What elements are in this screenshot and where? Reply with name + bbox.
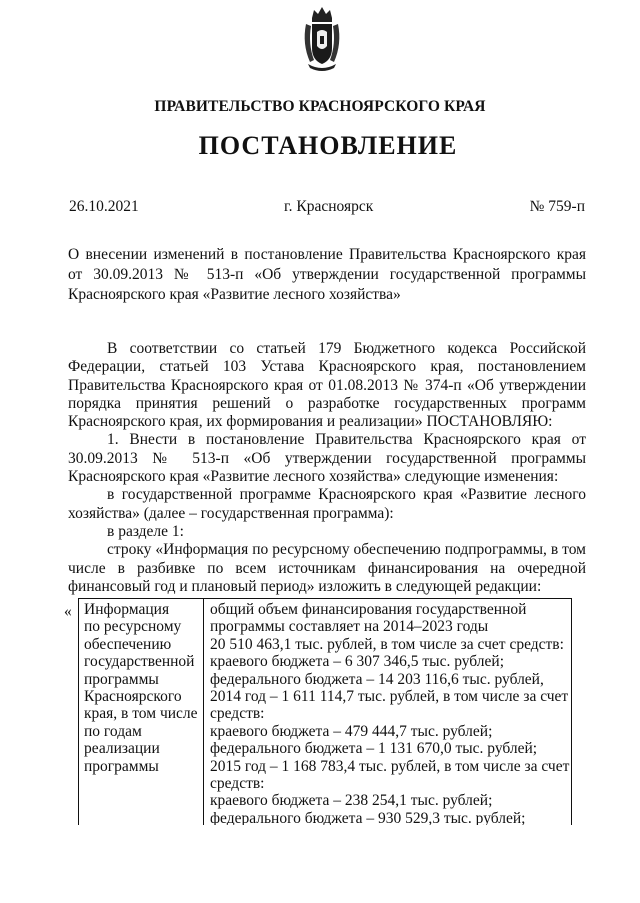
table-opening-quote: « <box>64 603 72 620</box>
document-city: г. Красноярск <box>284 198 374 215</box>
document-date: 26.10.2021 <box>69 198 139 215</box>
paragraph-legal-basis: В соответствии со статьей 179 Бюджетного кодекса Российской Федерации, статьей 103 Устава Красноярского края, постановлением Правительства Красноярского края от 01.08.2013 № 374-п «Об утверждении порядка принятия решений о разработке государственных программ Красноярского края, их формирования и реализации» ПОСТАНОВЛЯЮ: <box>68 340 586 431</box>
table-label-line: программы <box>84 757 159 775</box>
table-value-line: 2014 год – 1 611 114,7 тыс. рублей, в том числе за счет <box>210 688 569 706</box>
table-label-line: реализации <box>84 740 160 758</box>
document-type-heading: ПОСТАНОВЛЕНИЕ <box>198 131 458 160</box>
document-subject: О внесении изменений в постановление Правительства Красноярского края от 30.09.2013 № 513-п «Об утверждении государственной программы Красноярского края «Развитие лесного хозяйства» <box>68 246 586 303</box>
table-label-line: программы <box>84 670 159 688</box>
paragraph-section: в разделе 1: <box>107 522 184 540</box>
document-body <box>68 340 586 596</box>
table-value-line: краевого бюджета – 6 307 346,5 тыс. рублей; <box>210 653 505 671</box>
document-number: № 759-п <box>529 198 585 215</box>
table-label-line: края, в том числе <box>84 705 198 723</box>
table-value-line: 2015 год – 1 168 783,4 тыс. рублей, в том числе за счет <box>210 757 570 775</box>
paragraph-amend-item: 1. Внести в постановление Правительства Красноярского края от 30.09.2013 № 513-п «Об утверждении государственной программы Красноярского края «Развитие лесного хозяйства» следующие изменения: <box>68 431 586 486</box>
government-title: ПРАВИТЕЛЬСТВО КРАСНОЯРСКОГО КРАЯ <box>154 98 486 115</box>
table-label-line: Информация <box>84 601 170 618</box>
table-label-line: по годам <box>84 722 142 740</box>
table-value-line: программы составляет на 2014–2023 годы <box>210 618 489 636</box>
table-label-line: Красноярского <box>84 688 182 706</box>
table-value-line: общий объем финансирования государственной <box>210 601 527 618</box>
table-value-line: федерального бюджета – 14 203 116,6 тыс. рублей, <box>210 670 544 688</box>
table-value-line: краевого бюджета – 479 444,7 тыс. рублей; <box>210 722 493 740</box>
paragraph-program: в государственной программе Красноярского края «Развитие лесного хозяйства» (далее – государственная программа): <box>68 486 586 522</box>
table-value-line: средств: <box>210 705 265 723</box>
table-label-line: государственной <box>84 653 195 671</box>
table-row-label-cell <box>79 599 204 825</box>
table-row-value-cell <box>204 599 571 825</box>
table-value-line: 20 510 463,1 тыс. рублей, в том числе за счет средств: <box>210 635 564 653</box>
table-label-line: по ресурсному <box>84 618 182 636</box>
table-value-line: федерального бюджета – 930 529,3 тыс. рублей; <box>210 809 526 825</box>
paragraph-row-change: строку «Информация по ресурсному обеспечению подпрограммы, в том числе в разбивке по всем источникам финансирования на очередной финансовый год и плановый период» изложить в следующей редакции: <box>68 541 586 595</box>
table-label-line: обеспечению <box>84 635 172 653</box>
table-value-line: средств: <box>210 775 265 793</box>
funding-info-table <box>78 598 572 825</box>
table-value-line: краевого бюджета – 238 254,1 тыс. рублей; <box>210 792 493 810</box>
table-value-line: федерального бюджета – 1 131 670,0 тыс. рублей; <box>210 740 538 758</box>
krasnoyarsk-coat-of-arms-icon <box>300 4 344 74</box>
